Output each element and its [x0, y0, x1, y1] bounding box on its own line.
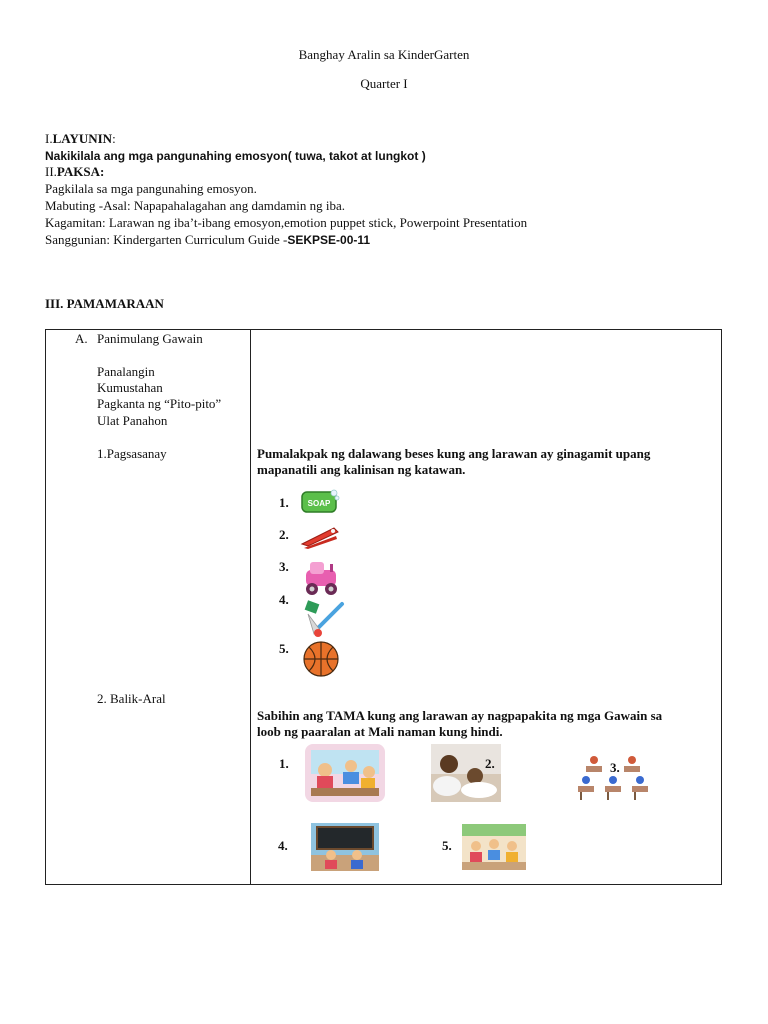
paksa-heading — [45, 164, 104, 180]
kids-reading-icon — [305, 744, 385, 806]
chalkboard-kids-icon — [311, 823, 379, 875]
toothbrush-icon — [302, 600, 346, 644]
pagsasanay-item-5: 5. — [279, 641, 289, 656]
pagsasanay-item-2: 2. — [279, 527, 289, 542]
balik-aral-item-4: 4. — [278, 838, 288, 853]
pagsasanay-label: 1.Pagsasanay — [97, 446, 167, 461]
paksa-prefix: II. — [45, 164, 57, 179]
quarter-label: Quarter I — [360, 76, 408, 91]
balik-aral-instruction-2: loob ng paaralan at Mali naman kung hindi. — [257, 724, 503, 739]
paksa-line-4 — [45, 232, 370, 248]
paksa-line-3: Kagamitan: Larawan ng iba’t-ibang emosyon,emotion puppet stick, Powerpoint Presentation — [45, 215, 528, 230]
activity-kumustahan: Kumustahan — [97, 380, 163, 395]
paksa-line-2: Mabuting -Asal: Napapahalagahan ang damdamin ng iba. — [45, 198, 345, 213]
basketball-icon — [302, 640, 340, 682]
document-title: Banghay Aralin sa KinderGarten — [298, 47, 470, 62]
section-letter: A. — [75, 331, 88, 346]
toy-car-icon — [300, 556, 342, 602]
paksa-label: PAKSA: — [56, 164, 105, 179]
balik-aral-item-3: 3. — [610, 760, 620, 775]
pagsasanay-item-3: 3. — [279, 559, 289, 574]
sanggunian-code: SEKPSE-00-11 — [287, 233, 371, 247]
pagsasanay-item-4: 4. — [279, 592, 289, 607]
lesson-table — [45, 329, 722, 885]
soap-label: SOAP — [307, 499, 331, 508]
paksa-line-1: Pagkilala sa mga pangunahing emosyon. — [45, 181, 257, 196]
layunin-heading — [45, 131, 116, 147]
kids-sleeping-icon — [431, 744, 501, 806]
sanggunian-text: Sanggunian: Kindergarten Curriculum Guide - — [45, 232, 288, 247]
classroom-kids-icon — [462, 824, 526, 874]
layunin-label: LAYUNIN — [52, 131, 113, 146]
pagsasanay-item-1: 1. — [279, 495, 289, 510]
pagsasanay-instruction-2: mapanatili ang kalinisan ng katawan. — [257, 462, 466, 477]
pagsasanay-instruction-1: Pumalakpak ng dalawang beses kung ang larawan ay ginagamit upang — [257, 446, 651, 461]
activity-ulat-panahon: Ulat Panahon — [97, 413, 168, 428]
balik-aral-instruction-1: Sabihin ang TAMA kung ang larawan ay nagpapakita ng mga Gawain sa — [257, 708, 663, 723]
activity-panalangin: Panalangin — [97, 364, 155, 379]
table-column-divider — [250, 330, 251, 884]
nail-clipper-icon — [300, 524, 340, 554]
balik-aral-item-5: 5. — [442, 838, 452, 853]
pamamaraan-heading: III. PAMAMARAAN — [45, 296, 164, 311]
balik-aral-label: 2. Balik-Aral — [97, 691, 166, 706]
soap-icon — [300, 488, 340, 520]
layunin-text: Nakikilala ang mga pangunahing emosyon( tuwa, takot at lungkot ) — [45, 149, 426, 163]
balik-aral-item-1: 1. — [279, 756, 289, 771]
balik-aral-item-2: 2. — [485, 756, 495, 771]
section-title: Panimulang Gawain — [97, 331, 203, 346]
layunin-colon: : — [112, 131, 116, 146]
layunin-prefix: I. — [45, 131, 53, 146]
activity-pagkanta: Pagkanta ng “Pito-pito” — [97, 396, 222, 411]
